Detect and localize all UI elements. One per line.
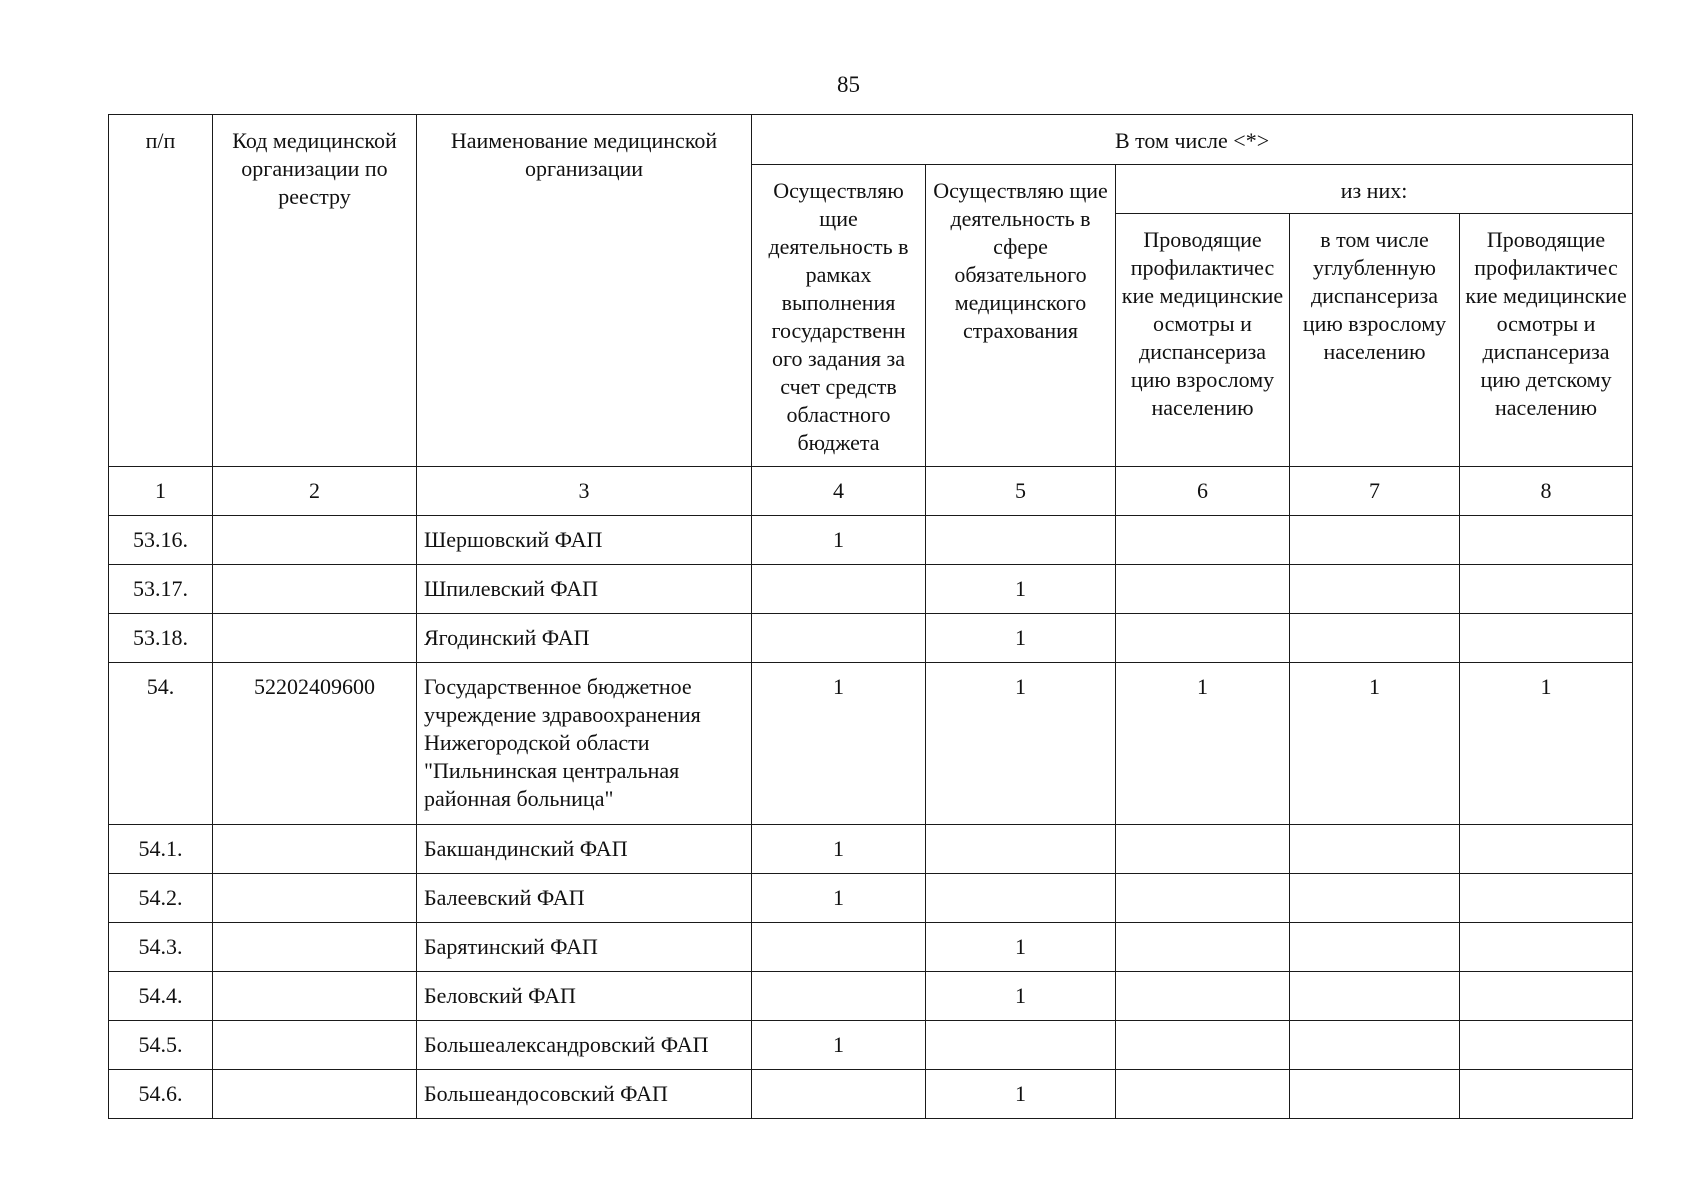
row-number-cell: 54.2. xyxy=(109,874,213,923)
state-budget-cell xyxy=(752,923,926,972)
registry-code-cell xyxy=(213,825,417,874)
header-organization-name: Наименование медицинской организации xyxy=(417,115,752,467)
registry-code-cell xyxy=(213,516,417,565)
registry-code-cell xyxy=(213,565,417,614)
in-depth-adult-cell xyxy=(1290,1070,1460,1119)
child-checkups-cell xyxy=(1460,614,1633,663)
table-row xyxy=(109,614,1633,663)
row-number-cell: 54.5. xyxy=(109,1021,213,1070)
table-row xyxy=(109,1070,1633,1119)
header-including-group: В том числе <*> xyxy=(752,115,1633,165)
adult-checkups-cell xyxy=(1116,825,1290,874)
compulsory-insurance-cell: 1 xyxy=(926,923,1116,972)
adult-checkups-cell xyxy=(1116,516,1290,565)
header-of-them: из них: xyxy=(1116,165,1633,214)
header-row-number: п/п xyxy=(109,115,213,467)
in-depth-adult-cell xyxy=(1290,825,1460,874)
adult-checkups-cell xyxy=(1116,565,1290,614)
column-number: 4 xyxy=(752,467,926,516)
child-checkups-cell xyxy=(1460,874,1633,923)
in-depth-adult-cell: 1 xyxy=(1290,663,1460,825)
row-number-cell: 54. xyxy=(109,663,213,825)
header-adult-checkups: Проводящие профилактичес кие медицинские осмотры и диспансериза цию взрослому населению xyxy=(1116,214,1290,467)
table-row xyxy=(109,1021,1633,1070)
registry-code-cell xyxy=(213,1021,417,1070)
table-row xyxy=(109,972,1633,1021)
table-row xyxy=(109,663,1633,825)
header-state-budget: Осуществляю щие деятельность в рамках выполнения государственн ого задания за счет средств областного бюджета xyxy=(752,165,926,467)
organization-name-cell: Барятинский ФАП xyxy=(417,923,752,972)
compulsory-insurance-cell xyxy=(926,1021,1116,1070)
registry-code-cell xyxy=(213,1070,417,1119)
compulsory-insurance-cell: 1 xyxy=(926,614,1116,663)
column-number: 1 xyxy=(109,467,213,516)
adult-checkups-cell xyxy=(1116,923,1290,972)
registry-code-cell xyxy=(213,874,417,923)
child-checkups-cell: 1 xyxy=(1460,663,1633,825)
adult-checkups-cell xyxy=(1116,874,1290,923)
compulsory-insurance-cell xyxy=(926,874,1116,923)
row-number-cell: 54.4. xyxy=(109,972,213,1021)
organization-name-cell: Большеандосовский ФАП xyxy=(417,1070,752,1119)
column-number: 7 xyxy=(1290,467,1460,516)
organization-name-cell: Государственное бюджетное учреждение здравоохранения Нижегородской области "Пильнинская центральная районная больница" xyxy=(417,663,752,825)
row-number-cell: 53.17. xyxy=(109,565,213,614)
organization-name-cell: Шпилевский ФАП xyxy=(417,565,752,614)
state-budget-cell: 1 xyxy=(752,874,926,923)
column-number-row xyxy=(109,467,1633,516)
compulsory-insurance-cell: 1 xyxy=(926,663,1116,825)
state-budget-cell: 1 xyxy=(752,1021,926,1070)
header-in-depth-adult: в том числе углубленную диспансериза цию взрослому населению xyxy=(1290,214,1460,467)
row-number-cell: 53.18. xyxy=(109,614,213,663)
in-depth-adult-cell xyxy=(1290,516,1460,565)
child-checkups-cell xyxy=(1460,1070,1633,1119)
in-depth-adult-cell xyxy=(1290,923,1460,972)
column-number: 2 xyxy=(213,467,417,516)
child-checkups-cell xyxy=(1460,1021,1633,1070)
row-number-cell: 53.16. xyxy=(109,516,213,565)
header-child-checkups: Проводящие профилактичес кие медицинские осмотры и диспансериза цию детскому населению xyxy=(1460,214,1633,467)
child-checkups-cell xyxy=(1460,972,1633,1021)
adult-checkups-cell xyxy=(1116,1070,1290,1119)
column-number: 8 xyxy=(1460,467,1633,516)
state-budget-cell: 1 xyxy=(752,825,926,874)
table-row xyxy=(109,874,1633,923)
child-checkups-cell xyxy=(1460,565,1633,614)
adult-checkups-cell xyxy=(1116,1021,1290,1070)
organization-name-cell: Бакшандинский ФАП xyxy=(417,825,752,874)
header-compulsory-insurance: Осуществляю щие деятельность в сфере обязательного медицинского страхования xyxy=(926,165,1116,467)
registry-code-cell xyxy=(213,923,417,972)
table-row xyxy=(109,825,1633,874)
child-checkups-cell xyxy=(1460,825,1633,874)
compulsory-insurance-cell: 1 xyxy=(926,1070,1116,1119)
adult-checkups-cell xyxy=(1116,972,1290,1021)
in-depth-adult-cell xyxy=(1290,972,1460,1021)
in-depth-adult-cell xyxy=(1290,565,1460,614)
organization-name-cell: Шершовский ФАП xyxy=(417,516,752,565)
in-depth-adult-cell xyxy=(1290,614,1460,663)
compulsory-insurance-cell: 1 xyxy=(926,565,1116,614)
state-budget-cell xyxy=(752,972,926,1021)
in-depth-adult-cell xyxy=(1290,1021,1460,1070)
column-number: 3 xyxy=(417,467,752,516)
state-budget-cell xyxy=(752,614,926,663)
child-checkups-cell xyxy=(1460,923,1633,972)
state-budget-cell xyxy=(752,565,926,614)
table-row xyxy=(109,565,1633,614)
state-budget-cell: 1 xyxy=(752,663,926,825)
header-registry-code: Код медицинской организации по реестру xyxy=(213,115,417,467)
table-row xyxy=(109,516,1633,565)
column-number: 6 xyxy=(1116,467,1290,516)
registry-code-cell xyxy=(213,972,417,1021)
compulsory-insurance-cell xyxy=(926,825,1116,874)
page-number: 85 xyxy=(837,72,860,97)
compulsory-insurance-cell xyxy=(926,516,1116,565)
column-number: 5 xyxy=(926,467,1116,516)
state-budget-cell xyxy=(752,1070,926,1119)
in-depth-adult-cell xyxy=(1290,874,1460,923)
row-number-cell: 54.3. xyxy=(109,923,213,972)
child-checkups-cell xyxy=(1460,516,1633,565)
registry-code-cell: 52202409600 xyxy=(213,663,417,825)
medical-organizations-table xyxy=(108,114,1633,1119)
table-row xyxy=(109,923,1633,972)
organization-name-cell: Большеалександровский ФАП xyxy=(417,1021,752,1070)
adult-checkups-cell xyxy=(1116,614,1290,663)
row-number-cell: 54.1. xyxy=(109,825,213,874)
organization-name-cell: Беловский ФАП xyxy=(417,972,752,1021)
row-number-cell: 54.6. xyxy=(109,1070,213,1119)
registry-code-cell xyxy=(213,614,417,663)
organization-name-cell: Балеевский ФАП xyxy=(417,874,752,923)
adult-checkups-cell: 1 xyxy=(1116,663,1290,825)
compulsory-insurance-cell: 1 xyxy=(926,972,1116,1021)
organization-name-cell: Ягодинский ФАП xyxy=(417,614,752,663)
state-budget-cell: 1 xyxy=(752,516,926,565)
